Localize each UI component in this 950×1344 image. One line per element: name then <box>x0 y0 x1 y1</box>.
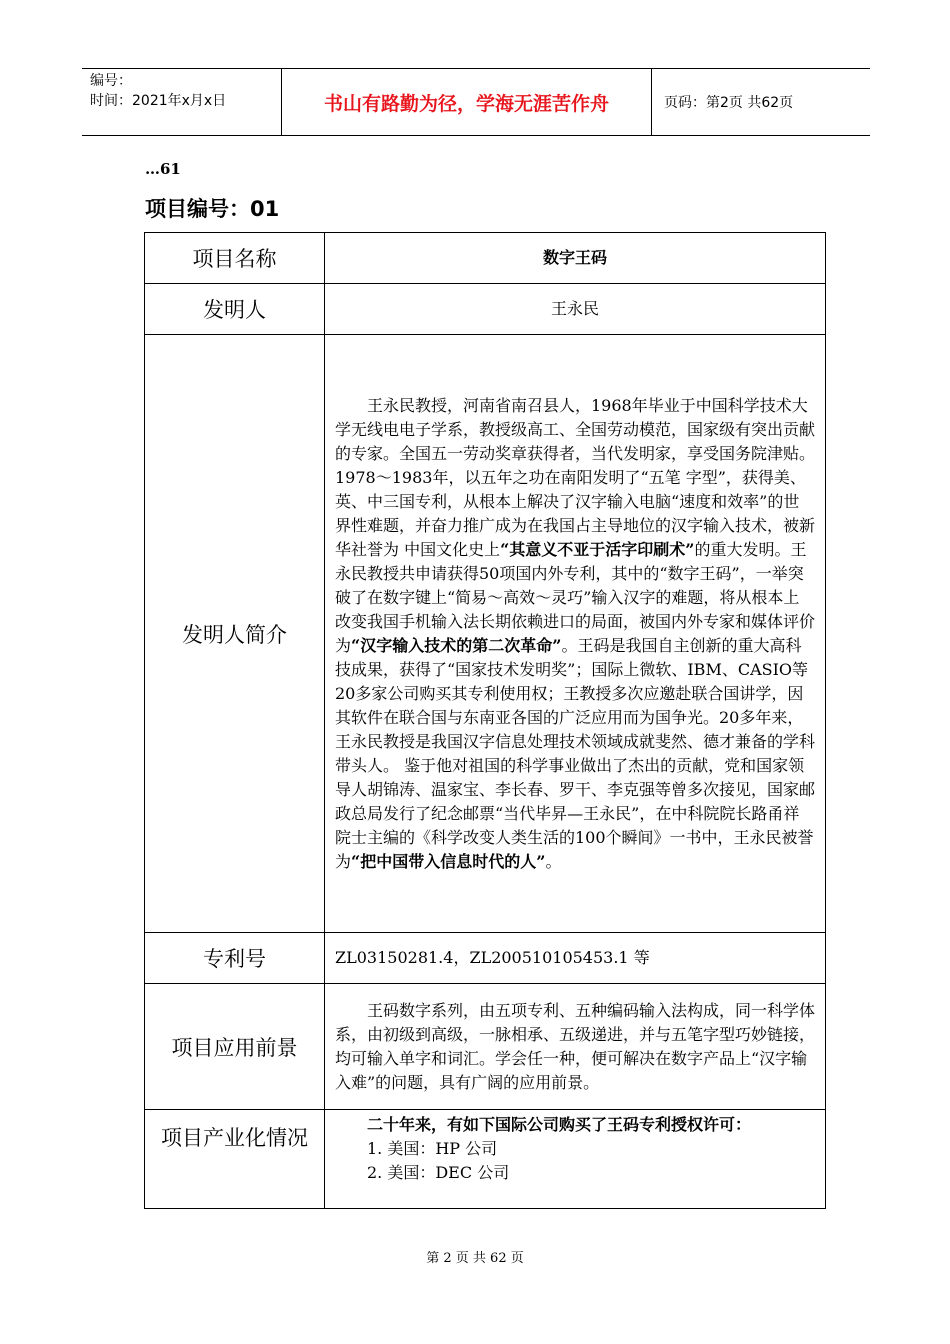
header-page-info: 页码：第2页 共62页 <box>664 95 794 111</box>
table-row <box>145 933 826 984</box>
inventor-value: 王永民 <box>325 284 826 335</box>
prospect-value: 王码数字系列，由五项专利、五种编码输入法构成，同一科学体系，由初级到高级，一脉相承、五级递进，并与五笔字型巧妙链接，均可输入单字和词汇。学会任一种，便可解决在数字产品上“汉字输入难”的问题，具有广阔的应用前景。 <box>335 1000 816 1092</box>
table-row <box>145 284 826 335</box>
bio-text <box>325 335 826 933</box>
bio-part-1: 王永民教授，河南省南召县人，1968年毕业于中国科学技术大学无线电电子学系，教授级高工、全国劳动模范，国家级有突出贡献的专家。全国五一劳动奖章获得者，当代发明家，享受国务院津贴。1978～1983年，以五年之功在南阳发明了“五笔 字型”，获得美、英、中三国专利，从根本上解决了汉字输入电脑“速度和效率”的世界性难题，并奋力推广成为在我国占主导地位的汉字输入技术，被新华社誉为 中国文化史上 <box>335 395 816 559</box>
bio-label: 发明人简介 <box>145 335 325 933</box>
industry-item: 1. 美国：HP 公司 <box>367 1139 498 1158</box>
prospect-text <box>325 984 826 1110</box>
bio-part-4: 。 <box>545 851 562 871</box>
header-time: 时间：2021年x月x日 <box>90 93 227 109</box>
patent-label: 专利号 <box>145 933 325 984</box>
page-header <box>82 68 870 136</box>
prospect-label: 项目应用前景 <box>145 984 325 1110</box>
bio-highlight-2: “汉字输入技术的第二次革命” <box>351 635 562 655</box>
table-row <box>145 984 826 1110</box>
industry-text <box>325 1110 826 1209</box>
bio-part-3: 。王码是我国自主创新的重大高科技成果，获得了“国家技术发明奖”；国际上微软、IBM、CASIO等20多家公司购买其专利使用权；王教授多次应邀赴联合国讲学，因其软件在联合国与东南亚各国的广泛应用而为国争光。20多年来，王永民教授是我国汉字信息处理技术领域成就斐然、德才兼备的学科带头人。 鉴于他对祖国的科学事业做出了杰出的贡献，党和国家领导人胡锦涛、温家宝、李长春、罗干、李克强等曾多次接见，国家邮政总局发行了纪念邮票“当代毕昇—王永民”，在中科院院长路甬祥院士主编的《科学改变人类生活的100个瞬间》一书中，王永民被誉为 <box>335 635 816 871</box>
header-meta <box>82 69 282 135</box>
industry-item: 2. 美国：DEC 公司 <box>367 1163 510 1182</box>
header-number: 编号： <box>90 73 132 89</box>
name-value: 数字王码 <box>325 233 826 284</box>
inventor-label: 发明人 <box>145 284 325 335</box>
table-row <box>145 335 826 933</box>
table-row <box>145 233 826 284</box>
bio-highlight-1: “其意义不亚于活字印刷术” <box>500 539 695 559</box>
industry-label: 项目产业化情况 <box>145 1110 325 1209</box>
project-number: 项目编号：01 <box>145 197 280 221</box>
toc-ellipsis: …61 <box>145 160 181 178</box>
page-footer: 第 2 页 共 62 页 <box>426 1251 524 1266</box>
name-label: 项目名称 <box>145 233 325 284</box>
header-slogan: 书山有路勤为径，学海无涯苦作舟 <box>282 69 652 135</box>
bio-highlight-3: “把中国带入信息时代的人” <box>351 851 546 871</box>
industry-intro: 二十年来，有如下国际公司购买了王码专利授权许可： <box>367 1115 752 1134</box>
project-table <box>144 232 826 1209</box>
bio-part-2: 的重大发明。王永民教授共申请获得50项国内外专利，其中的“数字王码”，一举突破了在数字键上“简易～高效～灵巧”输入汉字的难题，将从根本上改变我国手机输入法长期依赖进口的局面，被国内外专家和媒体评价为 <box>335 539 816 655</box>
patent-value: ZL03150281.4，ZL200510105453.1 等 <box>325 933 826 984</box>
table-row <box>145 1110 826 1209</box>
